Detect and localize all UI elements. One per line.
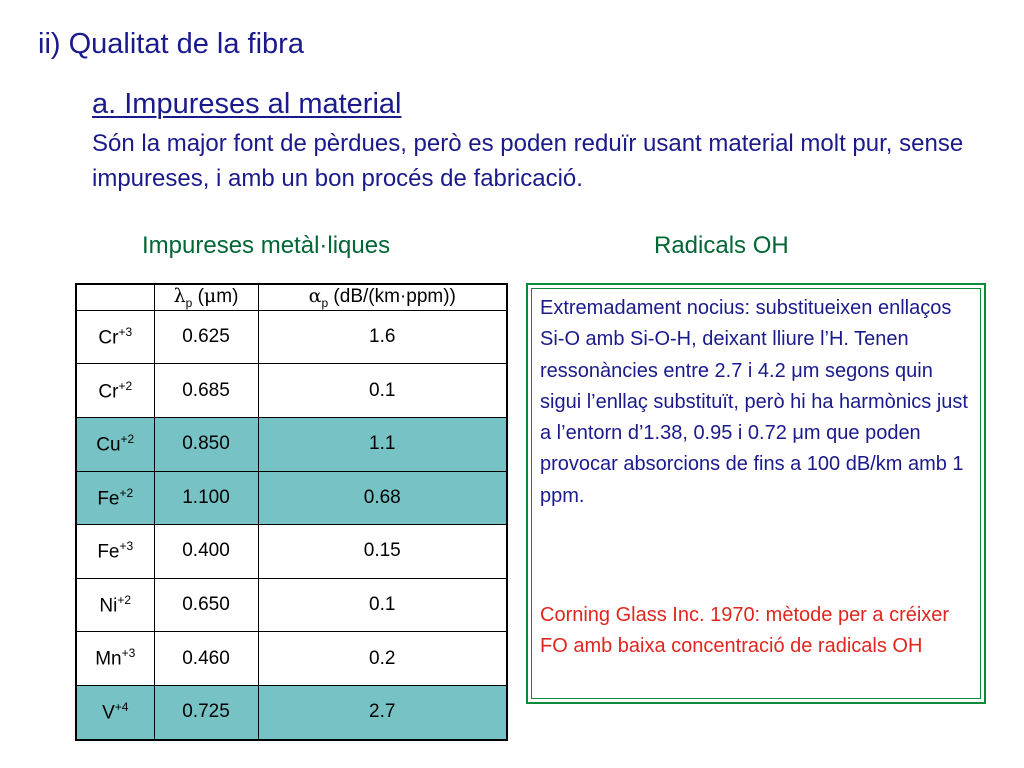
table-body bbox=[76, 310, 507, 740]
table-row bbox=[76, 525, 507, 579]
header-peak-wavelength: $\lambda_p$ (μm) bbox=[154, 284, 258, 310]
table-row bbox=[76, 632, 507, 686]
lambda-cell: 0.850 bbox=[154, 417, 258, 471]
ion-cell: $Ni^{+2}$ bbox=[76, 578, 154, 632]
section-heading: a. Impureses al material bbox=[92, 88, 402, 120]
table-row bbox=[76, 685, 507, 740]
lambda-cell: 0.625 bbox=[154, 310, 258, 364]
oh-description: Extremadament nocius: substitueixen enllaços Si-O amb Si-O-H, deixant lliure l’H. Tenen ressonàncies entre 2.7 i 4.2 μm segons quin sigui l’enllaç substituït, però hi ha harmònics just a l’entorn d’1.38, 0.95 i 0.72 μm que poden provocar absorcions de fins a 100 dB/km amb 1 ppm. bbox=[540, 297, 968, 507]
alpha-symbol: α bbox=[308, 285, 322, 307]
lambda-cell: 0.725 bbox=[154, 685, 258, 740]
oh-radicals-box bbox=[526, 283, 986, 704]
oh-historical-note: Corning Glass Inc. 1970: mètode per a créixer FO amb baixa concentració de radicals OH bbox=[540, 604, 950, 658]
alpha-cell: 1.6 bbox=[258, 310, 507, 364]
table-row bbox=[76, 471, 507, 525]
ion-cell: $V^{+4}$ bbox=[76, 685, 154, 740]
table-row bbox=[76, 578, 507, 632]
ion-cell: $Mn^{+3}$ bbox=[76, 632, 154, 686]
header-ion bbox=[76, 284, 154, 310]
ion-cell: $Cr^{+2}$ bbox=[76, 364, 154, 418]
alpha-cell: 0.2 bbox=[258, 632, 507, 686]
alpha-cell: 0.1 bbox=[258, 578, 507, 632]
section-intro: Són la major font de pèrdues, però es poden reduïr usant material molt pur, sense impureses, i amb un bon procés de fabricació. bbox=[92, 130, 964, 192]
ion-cell: $Cu^{+2}$ bbox=[76, 417, 154, 471]
alpha-cell: 2.7 bbox=[258, 685, 507, 740]
ion-cell: $Fe^{+2}$ bbox=[76, 471, 154, 525]
metal-impurities-heading: Impureses metàl·liques bbox=[142, 232, 391, 259]
oh-radicals-heading: Radicals OH bbox=[654, 232, 789, 259]
alpha-cell: 0.68 bbox=[258, 471, 507, 525]
slide-title: ii) Qualitat de la fibra bbox=[38, 28, 304, 60]
ion-cell: $Fe^{+3}$ bbox=[76, 525, 154, 579]
metal-impurities-table bbox=[75, 283, 508, 741]
alpha-cell: 0.15 bbox=[258, 525, 507, 579]
alpha-cell: 0.1 bbox=[258, 364, 507, 418]
mu-symbol: μ bbox=[203, 285, 217, 307]
lambda-cell: 0.460 bbox=[154, 632, 258, 686]
lambda-cell: 0.685 bbox=[154, 364, 258, 418]
lambda-symbol: λ bbox=[173, 285, 186, 307]
alpha-cell: 1.1 bbox=[258, 417, 507, 471]
lambda-cell: 0.650 bbox=[154, 578, 258, 632]
table-row bbox=[76, 310, 507, 364]
table-row bbox=[76, 364, 507, 418]
header-peak-attenuation: $\alpha_p$ (dB/(km·ppm)) bbox=[258, 284, 507, 310]
table-header-row bbox=[76, 284, 507, 310]
lambda-cell: 1.100 bbox=[154, 471, 258, 525]
lambda-cell: 0.400 bbox=[154, 525, 258, 579]
ion-cell: $Cr^{+3}$ bbox=[76, 310, 154, 364]
table-row bbox=[76, 417, 507, 471]
